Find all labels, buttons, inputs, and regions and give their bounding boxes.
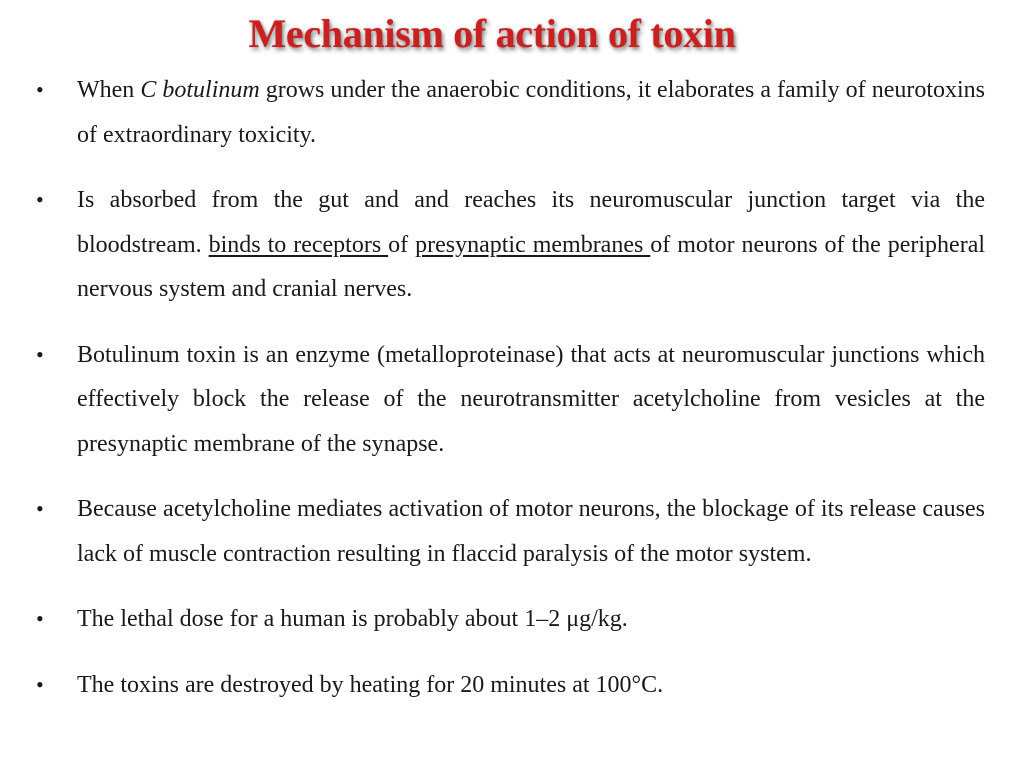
bullet-item <box>0 597 985 642</box>
bullet-text: Botulinum toxin is an enzyme (metalloproteinase) that acts at neuromuscular junctions which effectively block the release of the neurotransmitter acetylcholine from vesicles at the presynaptic membrane of the synapse. <box>77 341 985 457</box>
organism-name: C botulinum <box>140 77 260 103</box>
bullet-item <box>0 333 985 467</box>
bullet-item <box>0 487 985 576</box>
bullet-dot-icon: • <box>36 606 44 631</box>
bullet-text: Is absorbed from the gut and and reaches its neuromuscular junction target via the bloodstream. binds to receptors of presynaptic membranes of motor neurons of the peripheral nervous system and cranial nerves. <box>77 187 986 302</box>
bullet-dot-icon: • <box>36 77 44 102</box>
slide-title: Mechanism of action of toxin <box>248 11 736 56</box>
bullet-text: When C botulinum grows under the anaerobic conditions, it elaborates a family of neurotoxins of extraordinary toxicity. <box>77 77 986 148</box>
bullet-item <box>0 178 985 312</box>
bullet-item <box>0 68 985 157</box>
bullet-text: Because acetylcholine mediates activation of motor neurons, the blockage of its release causes lack of muscle contraction resulting in flaccid paralysis of the motor system. <box>77 496 985 567</box>
bullet-dot-icon: • <box>36 341 44 367</box>
link-binds-to-receptors[interactable]: binds to receptors <box>208 231 389 258</box>
link-presynaptic-membranes[interactable]: presynaptic membranes <box>415 231 651 258</box>
bullet-dot-icon: • <box>36 496 44 521</box>
bullet-dot-icon: • <box>36 187 44 212</box>
bullet-text: The toxins are destroyed by heating for 20 minutes at 100°C. <box>77 671 664 698</box>
bullet-dot-icon: • <box>36 671 44 697</box>
bullet-list <box>0 68 1024 728</box>
bullet-text: The lethal dose for a human is probably about 1–2 μg/kg. <box>77 606 628 632</box>
bullet-item <box>0 663 985 708</box>
